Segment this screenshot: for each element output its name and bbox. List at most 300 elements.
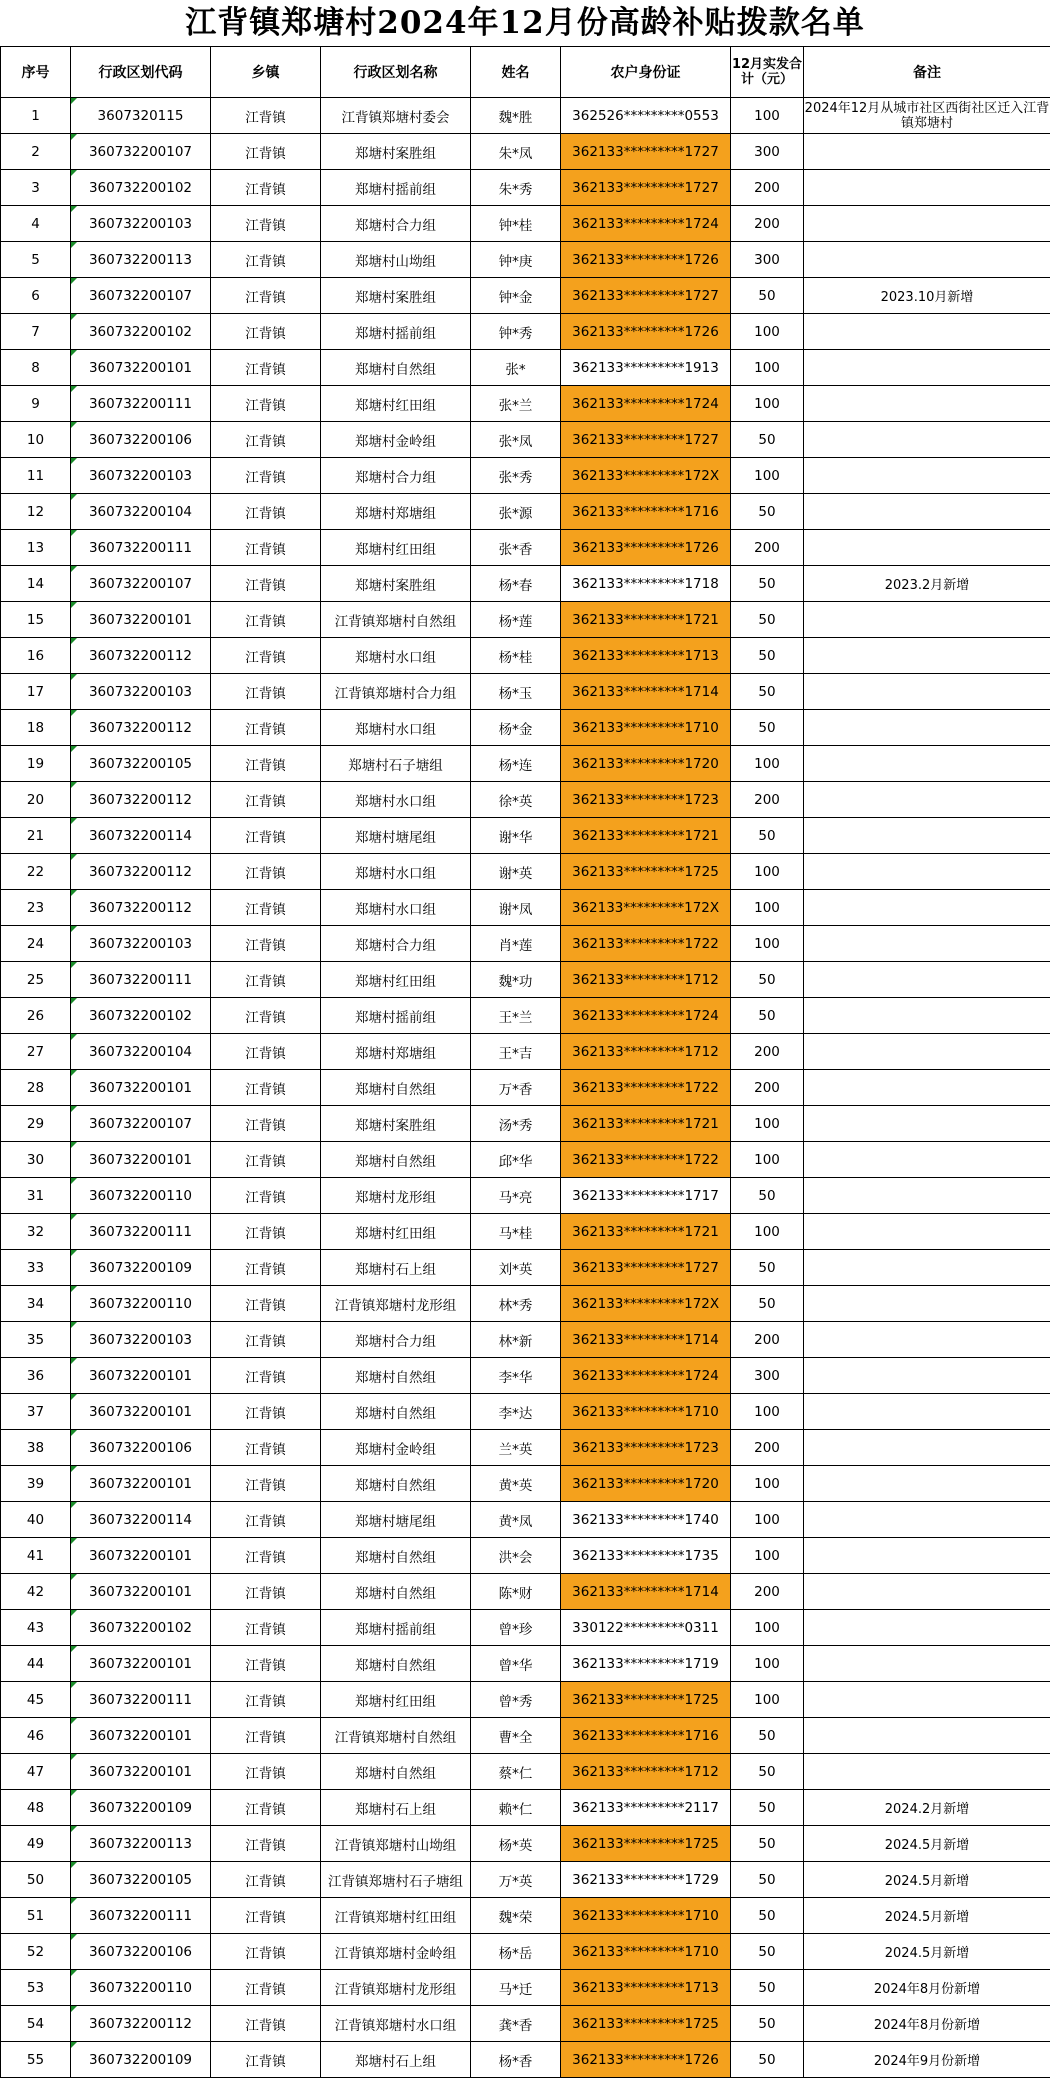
cell-seq: 53 (1, 1970, 71, 2006)
cell-town: 江背镇 (211, 1718, 321, 1754)
cell-town: 江背镇 (211, 890, 321, 926)
cell-seq: 10 (1, 422, 71, 458)
cell-name: 马*桂 (471, 1214, 561, 1250)
cell-name: 汤*秀 (471, 1106, 561, 1142)
cell-seq: 21 (1, 818, 71, 854)
cell-town: 江背镇 (211, 1214, 321, 1250)
cell-id: 362133*********1725 (561, 1682, 731, 1718)
cell-id: 362133*********1727 (561, 278, 731, 314)
cell-id: 362133*********1710 (561, 1898, 731, 1934)
cell-id: 362133*********1724 (561, 386, 731, 422)
cell-area: 郑塘村自然组 (321, 1466, 471, 1502)
cell-code: 360732200102 (71, 1610, 211, 1646)
cell-area: 郑塘村石子塘组 (321, 746, 471, 782)
cell-code: 360732200113 (71, 1826, 211, 1862)
cell-id: 362133*********1725 (561, 1826, 731, 1862)
cell-name: 朱*秀 (471, 170, 561, 206)
cell-id: 362133*********1713 (561, 638, 731, 674)
cell-area: 郑塘村郑塘组 (321, 494, 471, 530)
cell-amount: 100 (731, 1142, 804, 1178)
table-row (1, 170, 1050, 206)
cell-name: 魏*胜 (471, 98, 561, 134)
header-amount: 12月实发合计（元） (731, 47, 804, 98)
table-row (1, 1646, 1050, 1682)
cell-note (804, 170, 1050, 206)
cell-code: 360732200101 (71, 1538, 211, 1574)
table-row (1, 1286, 1050, 1322)
cell-name: 杨*金 (471, 710, 561, 746)
cell-amount: 50 (731, 638, 804, 674)
table-row (1, 1430, 1050, 1466)
cell-code: 360732200111 (71, 1214, 211, 1250)
cell-town: 江背镇 (211, 422, 321, 458)
cell-note (804, 1034, 1050, 1070)
cell-name: 马*迁 (471, 1970, 561, 2006)
cell-note (804, 1142, 1050, 1178)
cell-code: 360732200101 (71, 1142, 211, 1178)
cell-id: 362133*********1726 (561, 530, 731, 566)
cell-amount: 100 (731, 1538, 804, 1574)
cell-id: 362133*********1727 (561, 1250, 731, 1286)
cell-id: 362133*********1721 (561, 1106, 731, 1142)
cell-amount: 50 (731, 1898, 804, 1934)
cell-area: 郑塘村自然组 (321, 1574, 471, 1610)
table-row (1, 1934, 1050, 1970)
cell-amount: 50 (731, 2042, 804, 2078)
cell-area: 郑塘村塘尾组 (321, 1502, 471, 1538)
cell-name: 杨*连 (471, 746, 561, 782)
table-row (1, 1070, 1050, 1106)
table-row (1, 1466, 1050, 1502)
table-row (1, 278, 1050, 314)
cell-name: 钟*桂 (471, 206, 561, 242)
cell-amount: 300 (731, 134, 804, 170)
cell-id: 362133*********1740 (561, 1502, 731, 1538)
table-row (1, 890, 1050, 926)
cell-area: 郑塘村案胜组 (321, 278, 471, 314)
cell-code: 360732200110 (71, 1178, 211, 1214)
cell-name: 谢*华 (471, 818, 561, 854)
cell-code: 360732200112 (71, 710, 211, 746)
cell-town: 江背镇 (211, 1646, 321, 1682)
cell-id: 362133*********1714 (561, 1322, 731, 1358)
cell-area: 江背镇郑塘村自然组 (321, 602, 471, 638)
cell-amount: 50 (731, 494, 804, 530)
table-row (1, 494, 1050, 530)
cell-seq: 55 (1, 2042, 71, 2078)
cell-code: 360732200111 (71, 1898, 211, 1934)
cell-area: 江背镇郑塘村石子塘组 (321, 1862, 471, 1898)
cell-area: 郑塘村摇前组 (321, 998, 471, 1034)
cell-amount: 100 (731, 746, 804, 782)
cell-seq: 3 (1, 170, 71, 206)
table-row (1, 1898, 1050, 1934)
table-row (1, 1682, 1050, 1718)
table-row (1, 854, 1050, 890)
table-row (1, 566, 1050, 602)
cell-amount: 200 (731, 530, 804, 566)
cell-id: 362133*********1717 (561, 1178, 731, 1214)
cell-code: 360732200113 (71, 242, 211, 278)
cell-id: 362133*********1714 (561, 1574, 731, 1610)
cell-amount: 100 (731, 890, 804, 926)
cell-id: 362133*********1716 (561, 1718, 731, 1754)
cell-note (804, 1754, 1050, 1790)
cell-seq: 27 (1, 1034, 71, 1070)
cell-note (804, 1718, 1050, 1754)
cell-town: 江背镇 (211, 386, 321, 422)
cell-seq: 32 (1, 1214, 71, 1250)
cell-town: 江背镇 (211, 1358, 321, 1394)
cell-town: 江背镇 (211, 1790, 321, 1826)
cell-name: 洪*会 (471, 1538, 561, 1574)
cell-note (804, 818, 1050, 854)
table-row (1, 1538, 1050, 1574)
cell-note: 2024年8月份新增 (804, 1970, 1050, 2006)
cell-town: 江背镇 (211, 530, 321, 566)
cell-code: 360732200101 (71, 1574, 211, 1610)
cell-name: 杨*桂 (471, 638, 561, 674)
cell-note (804, 1538, 1050, 1574)
cell-amount: 50 (731, 2006, 804, 2042)
cell-name: 马*亮 (471, 1178, 561, 1214)
table-row (1, 1754, 1050, 1790)
cell-code: 360732200111 (71, 386, 211, 422)
cell-area: 郑塘村合力组 (321, 926, 471, 962)
cell-code: 360732200101 (71, 1718, 211, 1754)
cell-amount: 200 (731, 782, 804, 818)
cell-town: 江背镇 (211, 458, 321, 494)
subsidy-table (0, 46, 1050, 2078)
cell-town: 江背镇 (211, 1466, 321, 1502)
cell-note (804, 1610, 1050, 1646)
cell-town: 江背镇 (211, 1286, 321, 1322)
cell-name: 王*吉 (471, 1034, 561, 1070)
cell-name: 黄*英 (471, 1466, 561, 1502)
table-row (1, 1250, 1050, 1286)
cell-town: 江背镇 (211, 98, 321, 134)
cell-id: 362133*********1721 (561, 1214, 731, 1250)
cell-seq: 4 (1, 206, 71, 242)
table-row (1, 1826, 1050, 1862)
cell-note (804, 638, 1050, 674)
cell-area: 郑塘村合力组 (321, 1322, 471, 1358)
cell-code: 360732200112 (71, 854, 211, 890)
table-row (1, 1718, 1050, 1754)
cell-town: 江背镇 (211, 1934, 321, 1970)
cell-note: 2023.2月新增 (804, 566, 1050, 602)
cell-area: 郑塘村红田组 (321, 962, 471, 998)
cell-area: 郑塘村自然组 (321, 1538, 471, 1574)
table-row (1, 530, 1050, 566)
cell-area: 郑塘村龙形组 (321, 1178, 471, 1214)
cell-seq: 47 (1, 1754, 71, 1790)
cell-note (804, 1430, 1050, 1466)
cell-seq: 40 (1, 1502, 71, 1538)
cell-code: 360732200101 (71, 602, 211, 638)
cell-area: 江背镇郑塘村金岭组 (321, 1934, 471, 1970)
cell-area: 郑塘村自然组 (321, 1142, 471, 1178)
cell-area: 郑塘村水口组 (321, 710, 471, 746)
cell-area: 郑塘村自然组 (321, 1358, 471, 1394)
cell-name: 钟*金 (471, 278, 561, 314)
cell-name: 钟*秀 (471, 314, 561, 350)
cell-area: 郑塘村石上组 (321, 1250, 471, 1286)
cell-area: 江背镇郑塘村水口组 (321, 2006, 471, 2042)
cell-seq: 31 (1, 1178, 71, 1214)
cell-note (804, 1178, 1050, 1214)
cell-seq: 8 (1, 350, 71, 386)
cell-id: 362133*********1725 (561, 2006, 731, 2042)
table-row (1, 1358, 1050, 1394)
cell-amount: 50 (731, 818, 804, 854)
cell-seq: 12 (1, 494, 71, 530)
cell-code: 360732200109 (71, 1250, 211, 1286)
table-row (1, 350, 1050, 386)
cell-note: 2024.5月新增 (804, 1862, 1050, 1898)
cell-note (804, 422, 1050, 458)
cell-code: 360732200106 (71, 1430, 211, 1466)
cell-name: 朱*凤 (471, 134, 561, 170)
cell-area: 郑塘村郑塘组 (321, 1034, 471, 1070)
cell-seq: 11 (1, 458, 71, 494)
cell-amount: 200 (731, 1430, 804, 1466)
cell-id: 362133*********1713 (561, 1970, 731, 2006)
cell-seq: 38 (1, 1430, 71, 1466)
cell-area: 郑塘村红田组 (321, 1682, 471, 1718)
cell-note: 2024.5月新增 (804, 1898, 1050, 1934)
cell-code: 360732200112 (71, 2006, 211, 2042)
cell-amount: 50 (731, 1718, 804, 1754)
cell-amount: 50 (731, 998, 804, 1034)
cell-seq: 46 (1, 1718, 71, 1754)
cell-town: 江背镇 (211, 818, 321, 854)
cell-note (804, 1214, 1050, 1250)
cell-note (804, 1070, 1050, 1106)
cell-area: 郑塘村红田组 (321, 1214, 471, 1250)
cell-area: 江背镇郑塘村红田组 (321, 1898, 471, 1934)
cell-code: 360732200104 (71, 1034, 211, 1070)
cell-town: 江背镇 (211, 1250, 321, 1286)
cell-town: 江背镇 (211, 1106, 321, 1142)
cell-note (804, 890, 1050, 926)
cell-seq: 16 (1, 638, 71, 674)
cell-note (804, 1250, 1050, 1286)
cell-id: 362133*********1712 (561, 962, 731, 998)
cell-id: 362133*********1735 (561, 1538, 731, 1574)
cell-seq: 1 (1, 98, 71, 134)
cell-code: 360732200110 (71, 1286, 211, 1322)
cell-town: 江背镇 (211, 1574, 321, 1610)
cell-id: 362133*********2117 (561, 1790, 731, 1826)
cell-id: 362133*********1725 (561, 854, 731, 890)
cell-area: 郑塘村摇前组 (321, 1610, 471, 1646)
cell-id: 362133*********1710 (561, 1934, 731, 1970)
cell-note (804, 674, 1050, 710)
cell-code: 360732200106 (71, 1934, 211, 1970)
cell-name: 杨*英 (471, 1826, 561, 1862)
cell-amount: 200 (731, 1574, 804, 1610)
table-row (1, 1142, 1050, 1178)
cell-id: 362133*********1724 (561, 1358, 731, 1394)
cell-amount: 100 (731, 1610, 804, 1646)
table-row (1, 1502, 1050, 1538)
cell-seq: 49 (1, 1826, 71, 1862)
cell-area: 江背镇郑塘村委会 (321, 98, 471, 134)
cell-seq: 19 (1, 746, 71, 782)
cell-area: 郑塘村合力组 (321, 206, 471, 242)
cell-area: 郑塘村自然组 (321, 1754, 471, 1790)
cell-id: 330122*********0311 (561, 1610, 731, 1646)
cell-name: 万*香 (471, 1070, 561, 1106)
cell-seq: 45 (1, 1682, 71, 1718)
cell-id: 362133*********1721 (561, 602, 731, 638)
cell-note (804, 1502, 1050, 1538)
cell-name: 兰*英 (471, 1430, 561, 1466)
cell-town: 江背镇 (211, 2042, 321, 2078)
cell-amount: 50 (731, 566, 804, 602)
cell-id: 362133*********1722 (561, 926, 731, 962)
cell-name: 魏*功 (471, 962, 561, 998)
cell-seq: 26 (1, 998, 71, 1034)
cell-town: 江背镇 (211, 1034, 321, 1070)
cell-note: 2024年12月从城市社区西街社区迁入江背镇郑塘村 (804, 98, 1050, 134)
cell-code: 360732200110 (71, 1970, 211, 2006)
cell-name: 魏*荣 (471, 1898, 561, 1934)
cell-area: 郑塘村金岭组 (321, 1430, 471, 1466)
table-row (1, 1178, 1050, 1214)
cell-town: 江背镇 (211, 1754, 321, 1790)
cell-note (804, 1646, 1050, 1682)
cell-id: 362133*********1712 (561, 1034, 731, 1070)
cell-note (804, 782, 1050, 818)
cell-seq: 43 (1, 1610, 71, 1646)
cell-seq: 14 (1, 566, 71, 602)
cell-code: 360732200112 (71, 782, 211, 818)
cell-note (804, 710, 1050, 746)
cell-town: 江背镇 (211, 1682, 321, 1718)
cell-area: 郑塘村水口组 (321, 782, 471, 818)
cell-name: 杨*玉 (471, 674, 561, 710)
cell-id: 362133*********1724 (561, 998, 731, 1034)
table-row (1, 134, 1050, 170)
table-body (1, 98, 1050, 2078)
cell-code: 360732200101 (71, 1394, 211, 1430)
cell-note (804, 530, 1050, 566)
cell-area: 郑塘村水口组 (321, 854, 471, 890)
cell-name: 王*兰 (471, 998, 561, 1034)
cell-area: 郑塘村案胜组 (321, 1106, 471, 1142)
cell-code: 360732200103 (71, 1322, 211, 1358)
table-row (1, 710, 1050, 746)
cell-code: 360732200109 (71, 1790, 211, 1826)
cell-seq: 5 (1, 242, 71, 278)
cell-code: 360732200101 (71, 1358, 211, 1394)
cell-town: 江背镇 (211, 1538, 321, 1574)
cell-town: 江背镇 (211, 1502, 321, 1538)
cell-id: 362133*********1716 (561, 494, 731, 530)
cell-name: 徐*英 (471, 782, 561, 818)
cell-town: 江背镇 (211, 1178, 321, 1214)
table-row (1, 746, 1050, 782)
cell-name: 林*新 (471, 1322, 561, 1358)
table-row (1, 1610, 1050, 1646)
header-id: 农户身份证 (561, 47, 731, 98)
cell-town: 江背镇 (211, 278, 321, 314)
cell-seq: 50 (1, 1862, 71, 1898)
cell-amount: 50 (731, 602, 804, 638)
cell-note (804, 314, 1050, 350)
cell-code: 360732200101 (71, 1754, 211, 1790)
cell-town: 江背镇 (211, 1322, 321, 1358)
cell-seq: 25 (1, 962, 71, 998)
cell-name: 张* (471, 350, 561, 386)
cell-seq: 29 (1, 1106, 71, 1142)
cell-code: 360732200105 (71, 746, 211, 782)
cell-amount: 50 (731, 1790, 804, 1826)
cell-town: 江背镇 (211, 674, 321, 710)
cell-seq: 7 (1, 314, 71, 350)
cell-id: 362133*********1720 (561, 746, 731, 782)
cell-id: 362133*********1913 (561, 350, 731, 386)
cell-seq: 48 (1, 1790, 71, 1826)
cell-name: 张*兰 (471, 386, 561, 422)
table-row (1, 998, 1050, 1034)
cell-id: 362133*********172X (561, 458, 731, 494)
cell-id: 362133*********1727 (561, 134, 731, 170)
cell-code: 360732200101 (71, 1466, 211, 1502)
cell-area: 江背镇郑塘村自然组 (321, 1718, 471, 1754)
table-row (1, 1574, 1050, 1610)
cell-code: 360732200111 (71, 1682, 211, 1718)
cell-id: 362133*********1726 (561, 2042, 731, 2078)
cell-id: 362133*********1726 (561, 242, 731, 278)
cell-code: 360732200103 (71, 206, 211, 242)
cell-town: 江背镇 (211, 854, 321, 890)
cell-note (804, 1466, 1050, 1502)
cell-town: 江背镇 (211, 1826, 321, 1862)
cell-name: 曾*珍 (471, 1610, 561, 1646)
cell-seq: 41 (1, 1538, 71, 1574)
cell-seq: 24 (1, 926, 71, 962)
table-row (1, 458, 1050, 494)
cell-area: 郑塘村摇前组 (321, 170, 471, 206)
table-row (1, 206, 1050, 242)
cell-name: 蔡*仁 (471, 1754, 561, 1790)
table-row (1, 422, 1050, 458)
cell-amount: 50 (731, 1970, 804, 2006)
cell-town: 江背镇 (211, 1070, 321, 1106)
cell-seq: 51 (1, 1898, 71, 1934)
cell-code: 360732200112 (71, 890, 211, 926)
cell-amount: 200 (731, 1070, 804, 1106)
cell-amount: 100 (731, 1682, 804, 1718)
cell-seq: 54 (1, 2006, 71, 2042)
cell-note: 2024.5月新增 (804, 1826, 1050, 1862)
cell-area: 江背镇郑塘村龙形组 (321, 1970, 471, 2006)
cell-id: 362133*********1723 (561, 782, 731, 818)
cell-amount: 50 (731, 278, 804, 314)
table-row (1, 386, 1050, 422)
cell-note: 2024年9月份新增 (804, 2042, 1050, 2078)
cell-amount: 100 (731, 1394, 804, 1430)
cell-code: 360732200101 (71, 1646, 211, 1682)
cell-note (804, 962, 1050, 998)
cell-amount: 50 (731, 1862, 804, 1898)
cell-name: 邱*华 (471, 1142, 561, 1178)
cell-note: 2023.10月新增 (804, 278, 1050, 314)
cell-amount: 200 (731, 1034, 804, 1070)
